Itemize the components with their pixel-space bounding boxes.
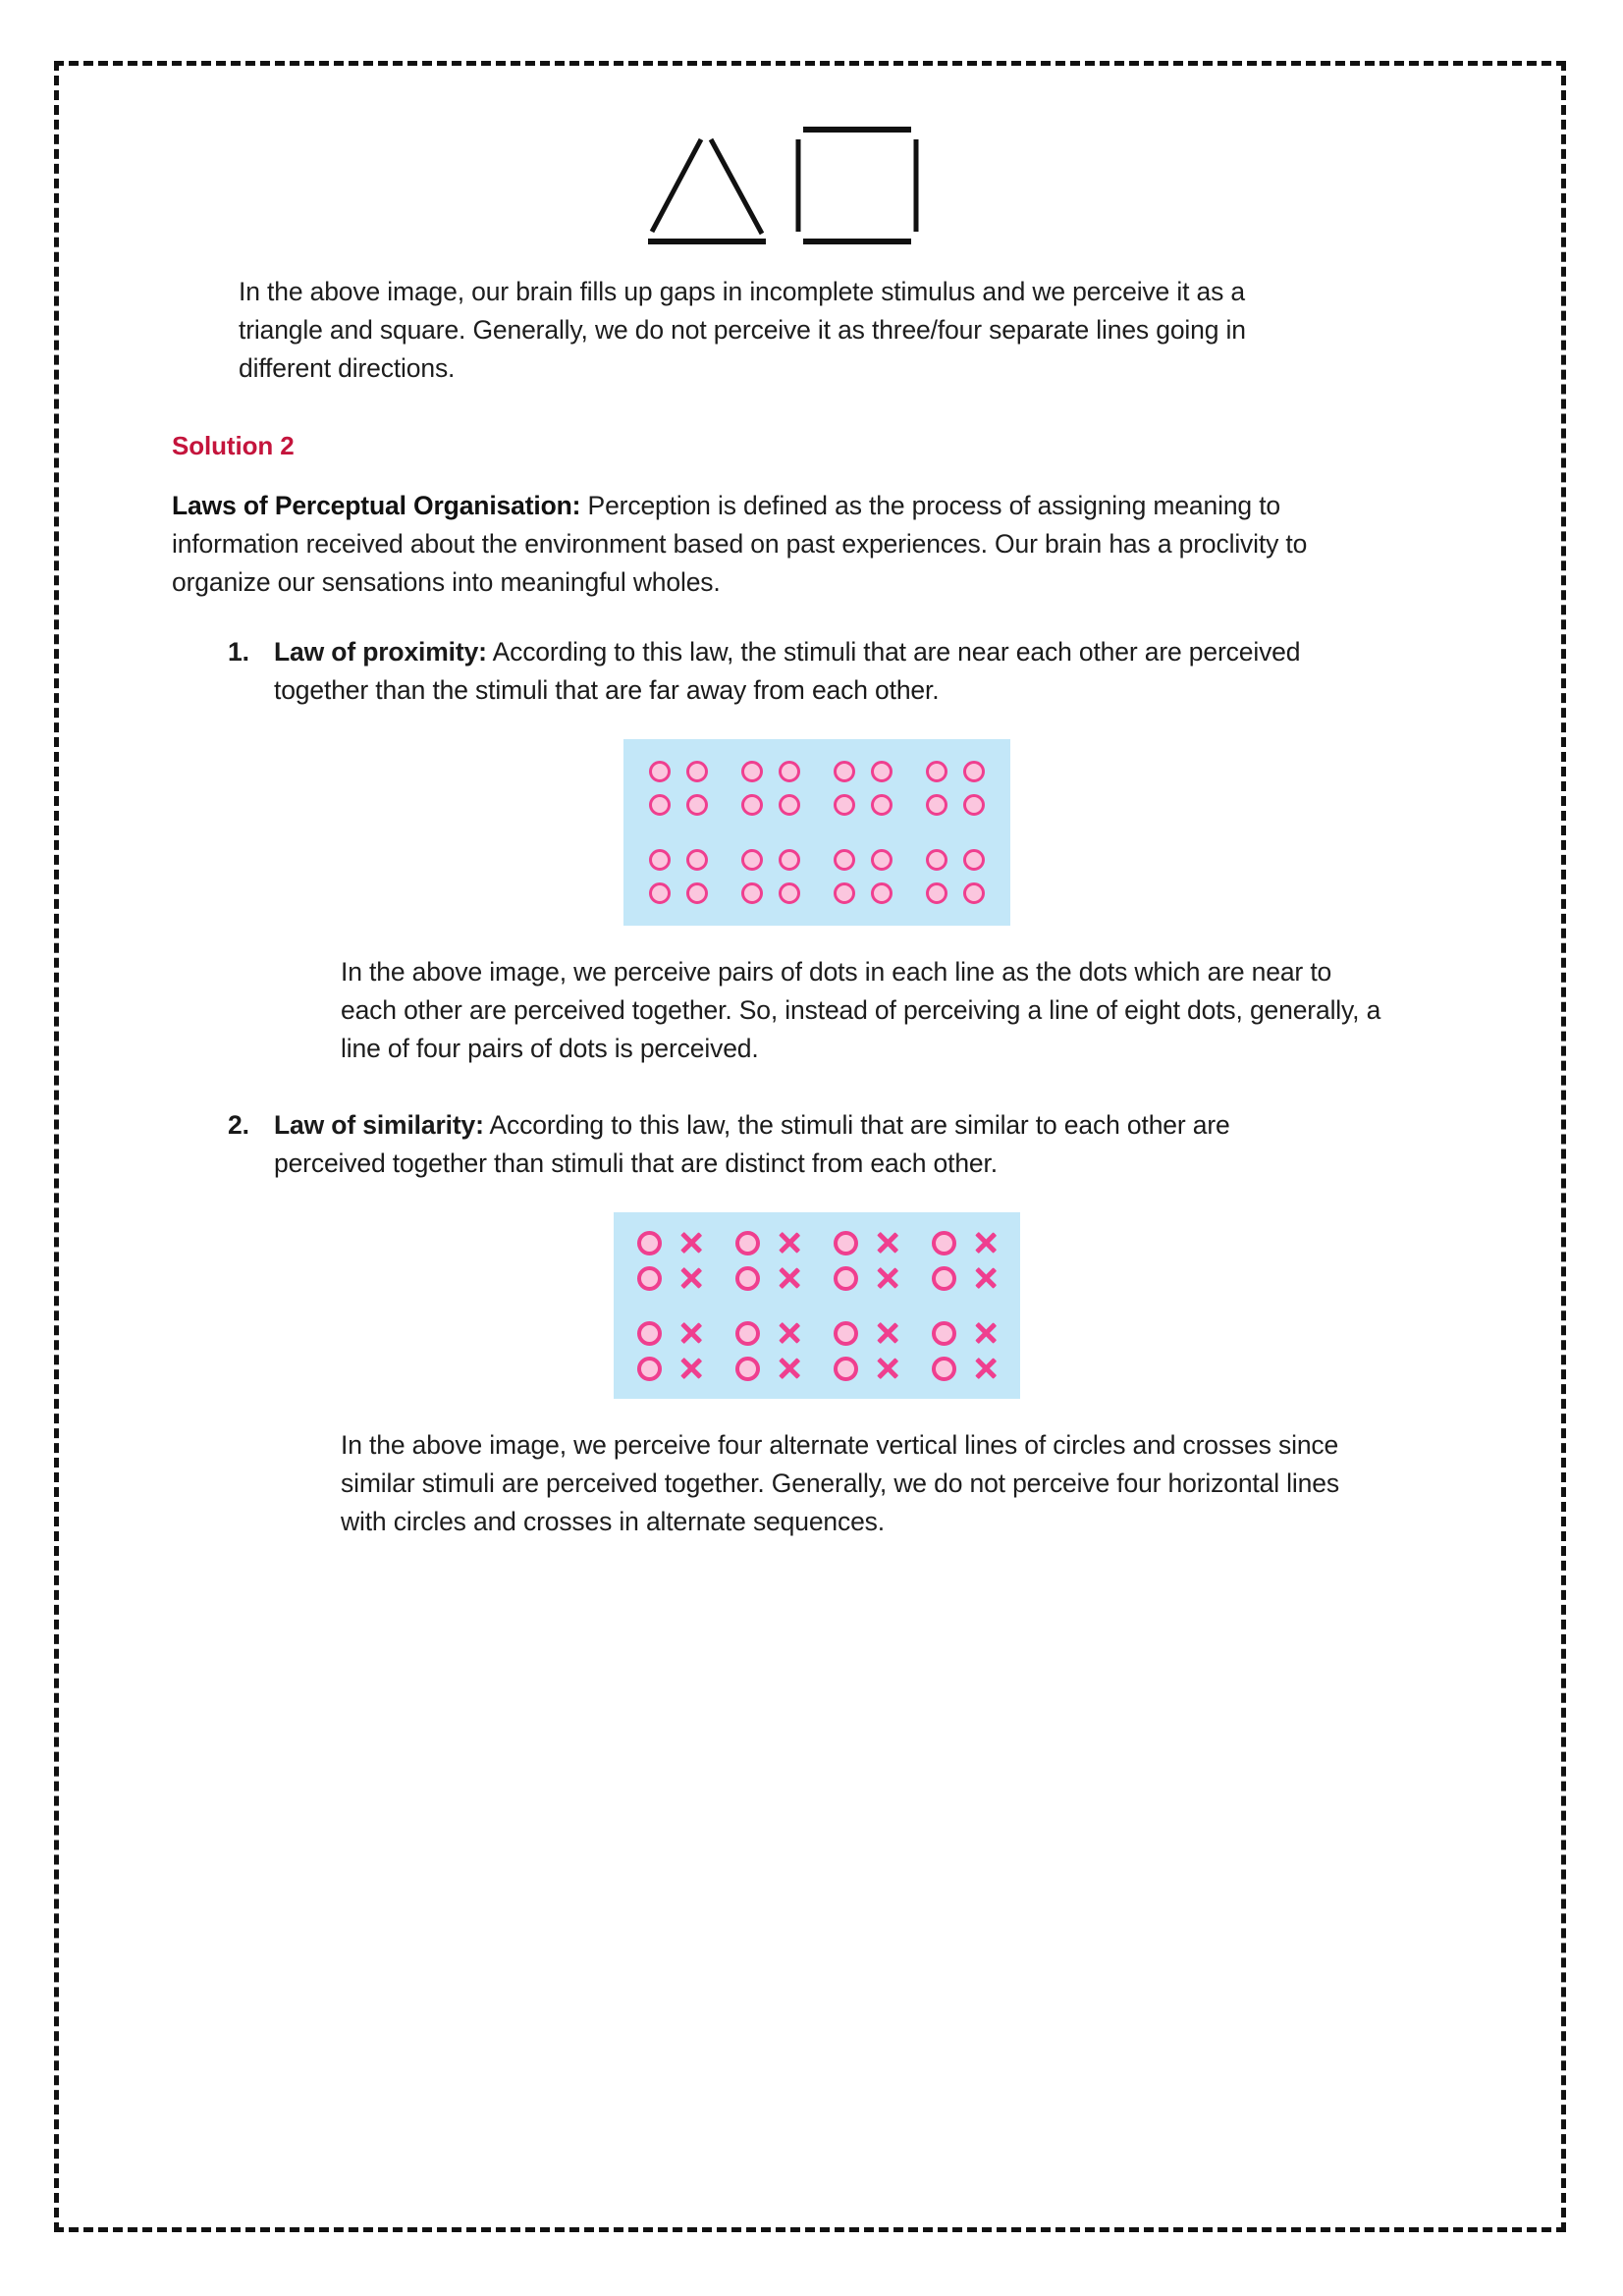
dot [963, 849, 985, 871]
dot [741, 849, 763, 871]
intro-lead-label: Laws of Perceptual Organisation: [172, 490, 581, 520]
dot-pair [926, 761, 985, 782]
cross-icon [875, 1265, 900, 1291]
dot-pair [834, 849, 893, 871]
dot-band-bottom [649, 849, 985, 904]
dot [834, 794, 855, 816]
dot-pair [741, 849, 800, 871]
cross-icon [973, 1356, 999, 1381]
dot [834, 849, 855, 871]
circle-icon [932, 1266, 956, 1291]
dot [779, 794, 800, 816]
sim-row [637, 1265, 999, 1291]
laws-list [172, 633, 1381, 1542]
intro-body-text: Perception is defined as the process of assigning meaning to information received about the environment based on past experiences. Our brain has a proclivity to organize our sensations into meaningful wholes. [172, 490, 1308, 597]
dot-pair [926, 794, 985, 816]
law-similarity-text: According to this law, the stimuli that are similar to each other are perceived together than stimuli that are distinct from each other. [274, 1110, 1230, 1179]
dot [779, 882, 800, 904]
dot [871, 849, 893, 871]
circle-icon [932, 1231, 956, 1255]
circle-icon [834, 1321, 858, 1346]
dot [649, 882, 671, 904]
circle-icon [637, 1231, 662, 1255]
dot [686, 882, 708, 904]
dot [963, 882, 985, 904]
law-proximity-text: According to this law, the stimuli that are near each other are perceived together than the stimuli that are far away from each other. [274, 636, 1301, 705]
dot-pair [926, 882, 985, 904]
cross-icon [777, 1230, 802, 1255]
circle-cross-pair [834, 1320, 900, 1346]
circle-icon [735, 1357, 760, 1381]
dot [926, 849, 947, 871]
document-content [172, 118, 1381, 1541]
cross-icon [678, 1356, 704, 1381]
dot-pair [649, 794, 708, 816]
circle-icon [834, 1231, 858, 1255]
cross-icon [777, 1320, 802, 1346]
dot [779, 761, 800, 782]
circle-cross-pair [735, 1320, 802, 1346]
dot-pair [834, 794, 893, 816]
cross-icon [678, 1265, 704, 1291]
circle-cross-pair [932, 1230, 999, 1255]
circle-icon [834, 1266, 858, 1291]
dot-pair [741, 794, 800, 816]
dot [686, 849, 708, 871]
circle-cross-pair [932, 1356, 999, 1381]
sim-band-top [637, 1230, 999, 1291]
circle-icon [735, 1321, 760, 1346]
circle-cross-pair [637, 1230, 704, 1255]
sim-row [637, 1356, 999, 1381]
dot [834, 761, 855, 782]
dot [926, 882, 947, 904]
spacer [274, 1067, 1360, 1106]
circle-icon [932, 1357, 956, 1381]
cross-icon [973, 1230, 999, 1255]
dot-pair [649, 849, 708, 871]
dot [963, 794, 985, 816]
dot-pair [649, 882, 708, 904]
list-item-law-similarity [228, 1106, 1320, 1183]
circle-cross-pair [637, 1320, 704, 1346]
circle-icon [637, 1357, 662, 1381]
dot [926, 794, 947, 816]
cross-icon [875, 1356, 900, 1381]
list-marker-2: 2. [228, 1110, 249, 1141]
circle-icon [735, 1266, 760, 1291]
dot [926, 761, 947, 782]
cross-icon [678, 1320, 704, 1346]
list-marker-1: 1. [228, 636, 249, 667]
dot [686, 761, 708, 782]
sim-band-bottom [637, 1320, 999, 1381]
proximity-figure-wrap [274, 739, 1360, 926]
law-similarity-label: Law of similarity: [274, 1110, 484, 1141]
dot-row [649, 794, 985, 816]
dot-row [649, 849, 985, 871]
circle-cross-pair [637, 1356, 704, 1381]
solution-heading: Solution 2 [172, 430, 295, 460]
cross-icon [875, 1320, 900, 1346]
law-proximity-label: Law of proximity: [274, 636, 487, 667]
dot-row [649, 761, 985, 782]
proximity-dot-grid-figure [623, 739, 1010, 926]
dot-row [649, 882, 985, 904]
circle-cross-pair [735, 1356, 802, 1381]
circle-cross-grid [637, 1230, 999, 1381]
closure-figure [172, 118, 1360, 245]
circle-icon [834, 1357, 858, 1381]
cross-icon [973, 1265, 999, 1291]
proximity-explanation-paragraph: In the above image, we perceive pairs of dots in each line as the dots which are near to each other are perceived together. So, instead of perceiving a line of eight dots, generally, a line of four pairs of dots is perceived. [341, 956, 1381, 1063]
circle-icon [637, 1266, 662, 1291]
dot [649, 794, 671, 816]
sim-row [637, 1230, 999, 1255]
cross-icon [777, 1265, 802, 1291]
dot [963, 761, 985, 782]
circle-cross-pair [834, 1230, 900, 1255]
circle-cross-pair [637, 1265, 704, 1291]
dot [649, 761, 671, 782]
dot [741, 794, 763, 816]
similarity-figure-wrap [274, 1212, 1360, 1399]
dot [834, 882, 855, 904]
dot [741, 882, 763, 904]
circle-cross-pair [735, 1265, 802, 1291]
circle-icon [637, 1321, 662, 1346]
circle-icon [735, 1231, 760, 1255]
dot-grid [649, 761, 985, 904]
circle-cross-pair [834, 1265, 900, 1291]
triangle-left-side [652, 139, 701, 232]
similarity-circle-cross-figure [614, 1212, 1020, 1399]
dot [686, 794, 708, 816]
intro-paragraph [172, 487, 1325, 602]
dot-pair [926, 849, 985, 871]
circle-cross-pair [932, 1265, 999, 1291]
cross-icon [875, 1230, 900, 1255]
dot [741, 761, 763, 782]
circle-cross-pair [735, 1230, 802, 1255]
cross-icon [777, 1356, 802, 1381]
closure-explanation-paragraph: In the above image, our brain fills up gaps in incomplete stimulus and we perceive it as a triangle and square. Generally, we do not perceive it as three/four separate lines going in different directions. [239, 277, 1246, 383]
dot [871, 794, 893, 816]
dot [871, 761, 893, 782]
dot-pair [741, 761, 800, 782]
dot-pair [649, 761, 708, 782]
similarity-explanation-paragraph: In the above image, we perceive four alternate vertical lines of circles and crosses since similar stimuli are perceived together. Generally, we do not perceive four horizontal lines with circles and crosses in alternate sequences. [341, 1430, 1339, 1537]
incomplete-triangle-and-square-svg [638, 118, 923, 245]
dot [871, 882, 893, 904]
circle-cross-pair [834, 1356, 900, 1381]
cross-icon [678, 1230, 704, 1255]
dot [779, 849, 800, 871]
circle-cross-pair [932, 1320, 999, 1346]
dot [649, 849, 671, 871]
triangle-right-side [711, 139, 762, 234]
cross-icon [973, 1320, 999, 1346]
dot-band-top [649, 761, 985, 816]
dot-pair [834, 761, 893, 782]
dot-pair [741, 882, 800, 904]
circle-icon [932, 1321, 956, 1346]
dot-pair [834, 882, 893, 904]
list-item-law-proximity [228, 633, 1320, 710]
sim-row [637, 1320, 999, 1346]
